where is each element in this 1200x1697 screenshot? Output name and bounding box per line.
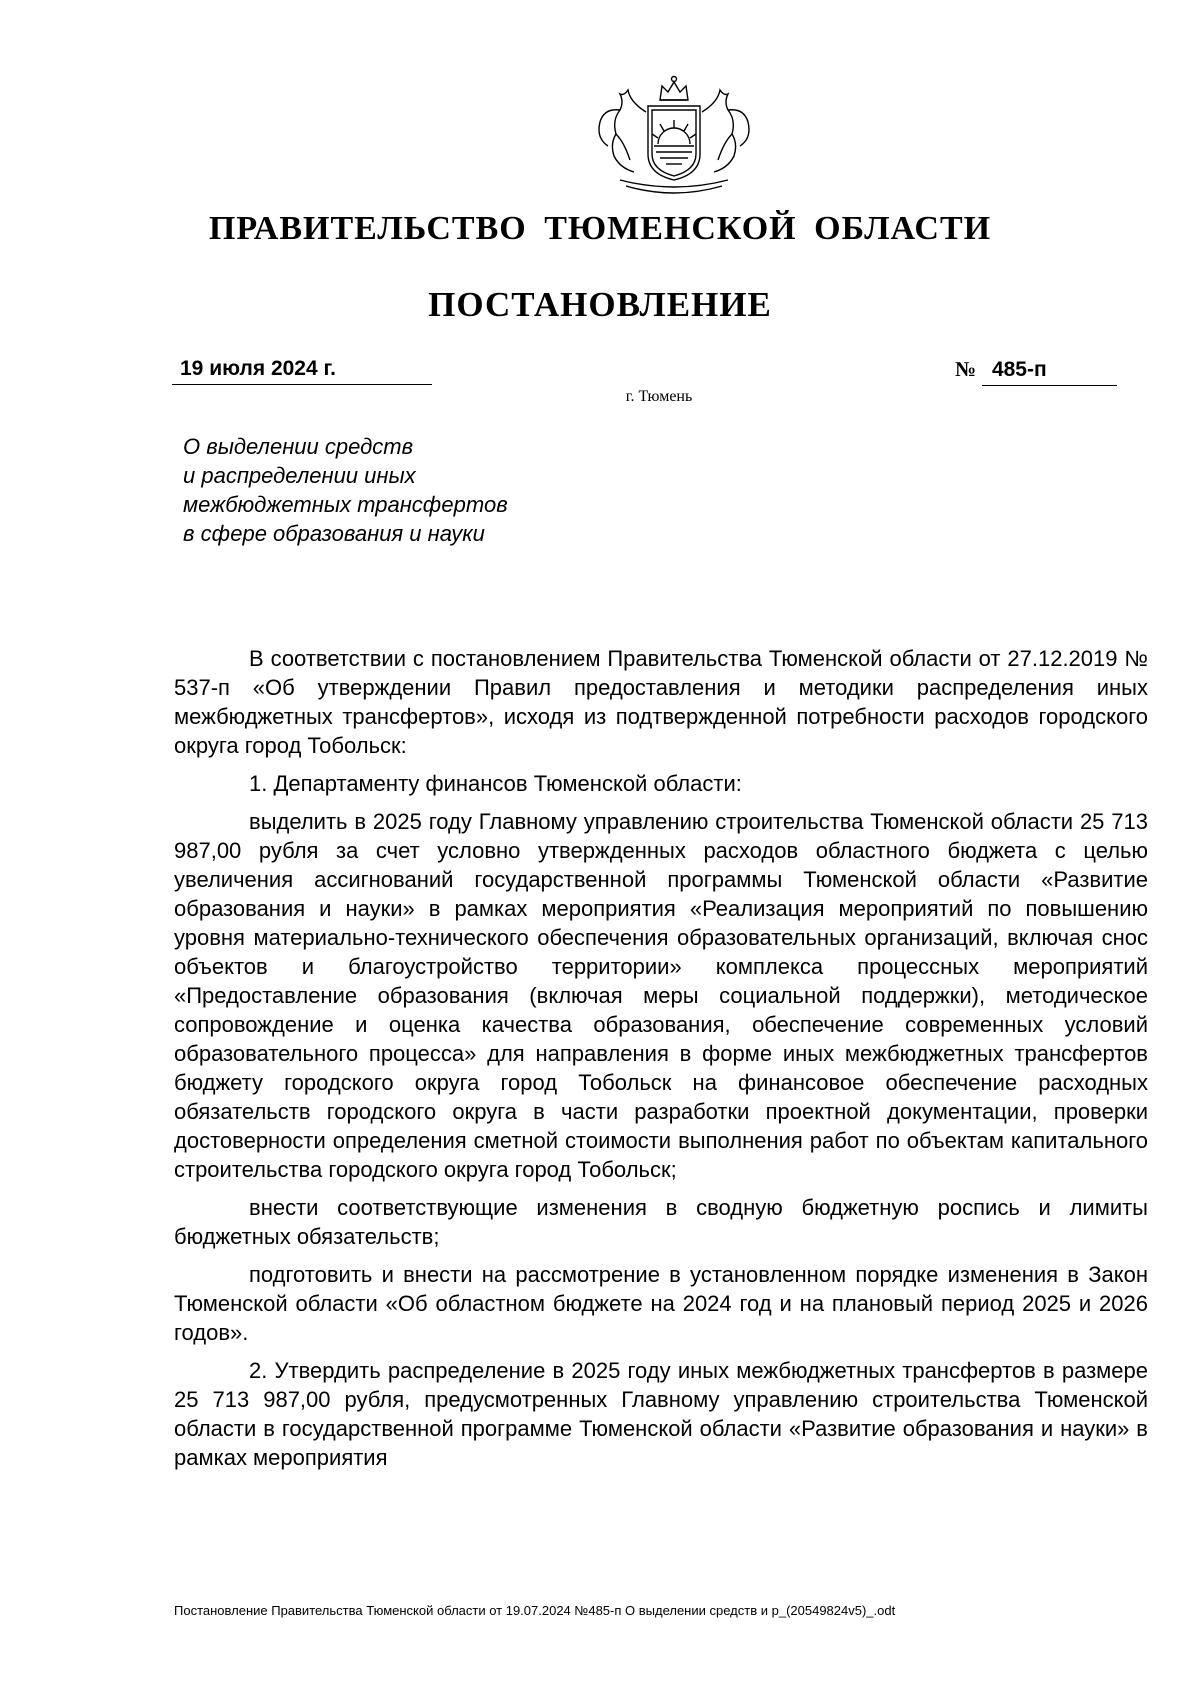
paragraph-item-2: 2. Утвердить распределение в 2025 году иных межбюджетных трансфертов в размере 25 713 987,00 рубля, предусмотренных Главному управлению строительства Тюменской области в государственной программе Тюменской области «Развитие образования и науки» в рамках мероприятия	[174, 1358, 1148, 1470]
subject-line: и распределении иных	[183, 463, 416, 488]
document-body	[174, 644, 1148, 1481]
paragraph-amend-budget: внести соответствующие изменения в сводную бюджетную роспись и лимиты бюджетных обязательств;	[174, 1195, 1148, 1249]
document-number-field	[955, 356, 1135, 386]
number-sign: №	[955, 357, 977, 381]
paragraph-item-1-heading: 1. Департаменту финансов Тюменской области:	[249, 771, 742, 796]
subject-line: межбюджетных трансфертов	[183, 492, 508, 517]
government-title: ПРАВИТЕЛЬСТВО ТЮМЕНСКОЙ ОБЛАСТИ	[208, 210, 992, 247]
paragraph-preamble: В соответствии с постановлением Правительства Тюменской области от 27.12.2019 № 537-п «Об утверждении Правил предоставления и методики распределения иных межбюджетных трансфертов», исходя из подтвержденной потребности расходов городского округа город Тобольск:	[174, 646, 1148, 758]
document-subject	[183, 432, 743, 548]
document-date: 19 июля 2024 г.	[172, 356, 432, 385]
footer-filename: Постановление Правительства Тюменской области от 19.07.2024 №485-п О выделении средств и р_(20549824v5)_.odt	[174, 1603, 896, 1618]
document-number: 485-п	[982, 357, 1117, 386]
subject-line: в сфере образования и науки	[183, 521, 485, 546]
paragraph-allocate: выделить в 2025 году Главному управлению строительства Тюменской области 25 713 987,00 рубля за счет условно утвержденных расходов областного бюджета с целью увеличения ассигнований государственной программы Тюменской области «Развитие образования и науки» в рамках мероприятия «Реализация мероприятий по повышению уровня материально-технического обеспечения образовательных организаций, включая снос объектов и благоустройство территории» комплекса процессных мероприятий «Предоставление образования (включая меры социальной поддержки), методическое сопровождение и оценка качества образования, обеспечение современных условий образовательного процесса» для направления в форме иных межбюджетных трансфертов бюджету городского округа город Тобольск на финансовое обеспечение расходных обязательств городского округа в части разработки проектной документации, проверки достоверности определения сметной стоимости выполнения работ по объектам капитального строительства городского округа город Тобольск;	[174, 809, 1148, 1182]
subject-line: О выделении средств	[183, 434, 414, 459]
document-type: ПОСТАНОВЛЕНИЕ	[428, 285, 772, 324]
paragraph-prepare-law: подготовить и внести на рассмотрение в установленном порядке изменения в Закон Тюменской области «Об областном бюджете на 2024 год и на плановый период 2025 и 2026 годов».	[174, 1262, 1148, 1345]
city: г. Тюмень	[625, 388, 693, 405]
coat-of-arms-icon	[590, 72, 758, 204]
